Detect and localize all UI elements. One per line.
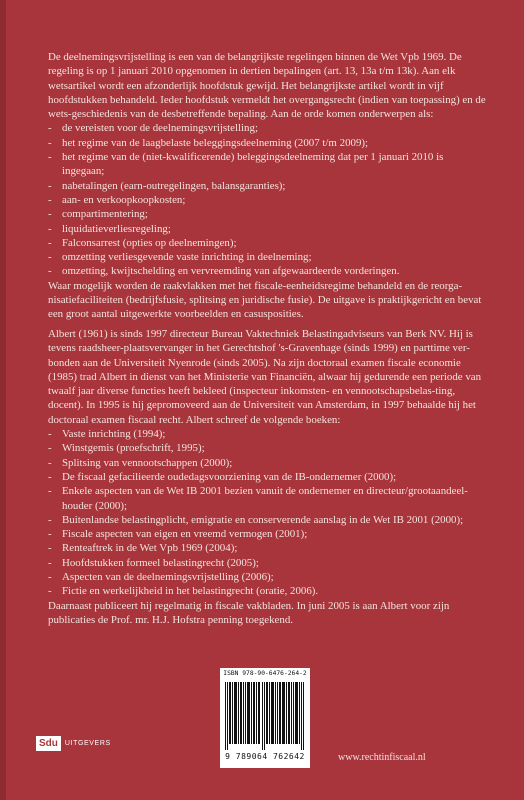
book-item: - Fiscale aspecten van eigen en vreemd vermogen (2001); (48, 527, 488, 541)
book-item: - Vaste inrichting (1994); (48, 427, 488, 441)
book-item: - Hoofdstukken formeel belastingrecht (2005); (48, 556, 488, 570)
book-item: - De fiscaal gefacilieerde oudedagsvoorziening van de IB-ondernemer (2000); (48, 470, 488, 484)
bio-outro: Daarnaast publiceert hij regelmatig in fiscale vakbladen. In juni 2005 is aan Albert voor zijn publicaties de Prof. mr. H.J. Hofstra penning toegekend. (48, 599, 450, 626)
topic-list (48, 121, 488, 278)
description-outro: Waar mogelijk worden de raakvlakken met het fiscale-eenheidsregime behandeld en de reorga-nisatiefaciliteiten (bedrijfsfusie, splitsing en juridische fusie). De uitgave is praktijkgericht en bevat een groot aantal uitgewerkte voorbeelden en casusposities. (48, 279, 482, 321)
book-item: - Fictie en werkelijkheid in het belastingrecht (oratie, 2006). (48, 584, 488, 598)
topic-item: - Falconsarrest (opties op deelnemingen); (48, 236, 488, 250)
topic-item: - het regime van de laagbelaste beleggingsdeelneming (2007 t/m 2009); (48, 136, 488, 150)
bio-intro: Albert (1961) is sinds 1997 directeur Bureau Vaktechniek Belastingadviseurs van Berk NV. Hij is tevens raadsheer-plaatsvervanger in het Gerechtshof 's-Gravenhage (sinds 1999) en parttime ver-bonden aan de Universiteit Nyenrode (sinds 2005). Na zijn doctoraal examen fiscale economie (1985) trad Albert in dienst van het Ministerie van Financiën, alwaar hij gedurende een periode van twaalf jaar diverse functies heeft bekleed (inspecteur inkomsten- en vennootschapsbelas-ting, docent). In 1995 is hij gepromoveerd aan de Universiteit van Amsterdam, in 1997 behaalde hij het doctoraal examen fiscaal recht. Albert schreef de volgende boeken: (48, 328, 482, 426)
ean-number: 9 789064 762642 (225, 752, 305, 761)
barcode-label (220, 668, 310, 768)
publisher-logo (36, 736, 116, 751)
book-item: - Enkele aspecten van de Wet IB 2001 bezien vanuit de ondernemer en directeur/grootaandeel-houder (2000); (48, 484, 488, 513)
topic-item: - liquidatieverliesregeling; (48, 222, 488, 236)
description-intro: De deelnemingsvrijstelling is een van de belangrijkste regelingen binnen de Wet Vpb 1969. De regeling is op 1 januari 2010 opgenomen in dertien bepalingen (art. 13, 13a t/m 13k). Aan elk wetsartikel wordt een afzonderlijk hoofdstuk gewijd. Het belangrijkste artikel wordt in vijf hoofdstukken behandeld. Ieder hoofdstuk vermeldt het overgangsrecht (indien van toepassing) en de wets-geschiedenis van de desbetreffende bepaling. Aan de orde komen onderwerpen als: (48, 51, 486, 121)
book-item: - Splitsing van vennootschappen (2000); (48, 456, 488, 470)
book-list (48, 427, 488, 599)
book-description (48, 50, 488, 322)
website-url: www.rechtinfiscaal.nl (338, 752, 426, 763)
sdu-logo-mark: Sdu (36, 736, 61, 751)
publisher-wordmark: UITGEVERS (64, 740, 111, 747)
topic-item: - aan- en verkoopkoopkosten; (48, 193, 488, 207)
topic-item: - de vereisten voor de deelnemingsvrijstelling; (48, 121, 488, 135)
book-item: - Winstgemis (proefschrift, 1995); (48, 441, 488, 455)
topic-item: - nabetalingen (earn-outregelingen, balansgaranties); (48, 179, 488, 193)
topic-item: - het regime van de (niet-kwalificerende) beleggingsdeelneming dat per 1 januari 2010 is ingegaan; (48, 150, 488, 179)
book-item: - Renteaftrek in de Wet Vpb 1969 (2004); (48, 541, 488, 555)
topic-item: - compartimentering; (48, 207, 488, 221)
author-bio (48, 327, 488, 627)
topic-item: - omzetting verliesgevende vaste inrichting in deelneming; (48, 250, 488, 264)
book-item: - Buitenlandse belastingplicht, emigratie en conserverende aanslag in de Wet IB 2001 (2000); (48, 513, 488, 527)
barcode-icon (225, 682, 305, 750)
isbn-text: ISBN 978-90-6476-264-2 (223, 670, 307, 677)
book-item: - Aspecten van de deelnemingsvrijstelling (2006); (48, 570, 488, 584)
topic-item: - omzetting, kwijtschelding en vervreemding van afgewaardeerde vorderingen. (48, 264, 488, 278)
cover-spine-edge (0, 0, 6, 800)
